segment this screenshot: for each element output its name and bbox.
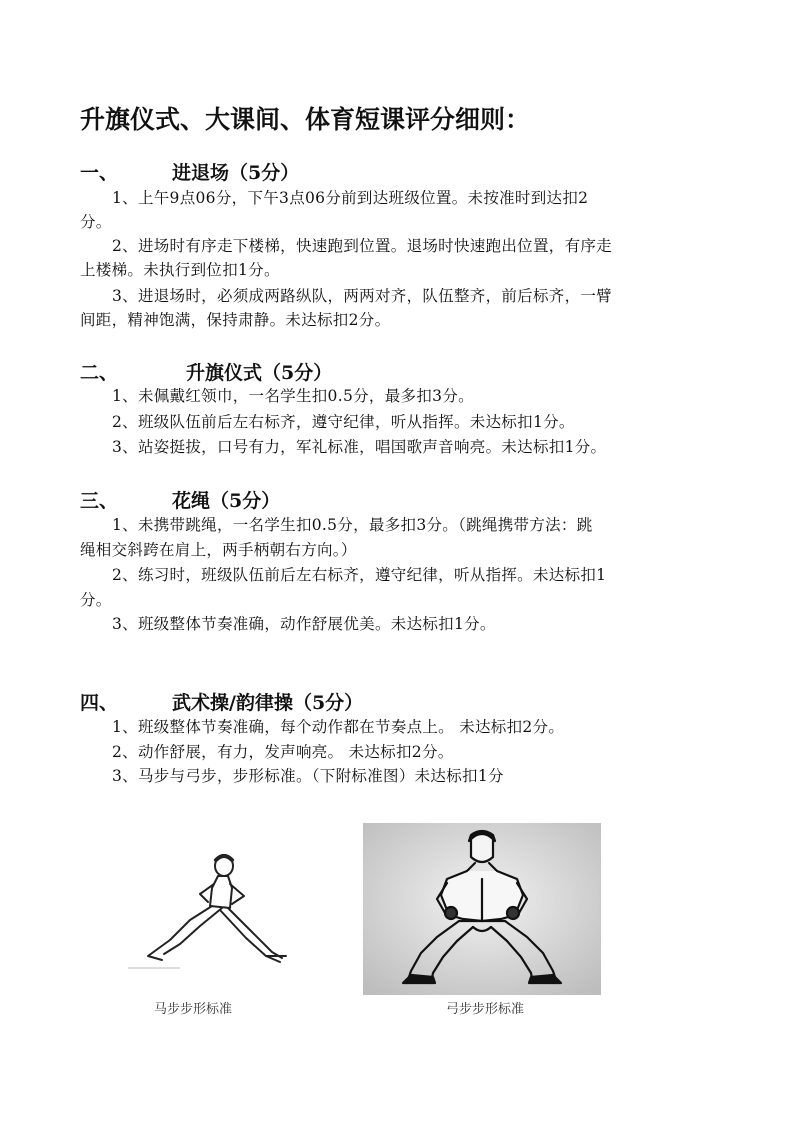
- section-4-heading: [80, 688, 363, 715]
- section-3-heading: [80, 486, 280, 513]
- bow-stance-caption: 马步步形标准: [154, 1002, 233, 1017]
- section-3-line-2: 绳相交斜跨在肩上，两手柄朝右方向。）: [80, 541, 357, 559]
- section-1-title: 进退场（5分）: [172, 162, 300, 184]
- section-3-line-5: 3、班级整体节奏准确，动作舒展优美。未达标扣1分。: [112, 615, 496, 633]
- section-3-number: 三、: [80, 490, 119, 512]
- bow-stance-drawing: [120, 848, 296, 976]
- section-2-line-1: 1、未佩戴红领巾，一名学生扣0.5分，最多扣3分。: [112, 387, 474, 405]
- page-title: 升旗仪式、大课间、体育短课评分细则：: [80, 105, 531, 134]
- horse-stance-photo: [363, 823, 601, 995]
- section-1-line-4: 上楼梯。未执行到位扣1分。: [80, 261, 280, 279]
- section-3-line-1: 1、未携带跳绳，一名学生扣0.5分，最多扣3分。（跳绳携带方法：跳: [112, 516, 593, 534]
- section-3-line-3: 2、练习时，班级队伍前后左右标齐，遵守纪律，听从指挥。未达标扣1: [112, 566, 607, 584]
- section-1-line-2: 分。: [80, 213, 112, 231]
- section-4-title: 武术操/韵律操（5分）: [172, 692, 364, 714]
- section-4-number: 四、: [80, 692, 119, 714]
- section-2-line-3: 3、站姿挺拔，口号有力，军礼标准，唱国歌声音响亮。未达标扣1分。: [112, 438, 607, 456]
- section-1-line-3: 2、进场时有序走下楼梯，快速跑到位置。退场时快速跑出位置，有序走: [112, 237, 612, 255]
- section-1-heading: [80, 158, 299, 185]
- section-2-line-2: 2、班级队伍前后左右标齐，遵守纪律，听从指挥。未达标扣1分。: [112, 413, 575, 431]
- section-1-line-1: 1、上午9点06分，下午3点06分前到达班级位置。未按准时到达扣2: [112, 189, 589, 207]
- section-3-line-4: 分。: [80, 591, 112, 609]
- section-2-title: 升旗仪式（5分）: [186, 362, 333, 384]
- section-3-title: 花绳（5分）: [172, 490, 281, 512]
- section-2-number: 二、: [80, 362, 119, 384]
- section-4-line-1: 1、班级整体节奏准确，每个动作都在节奏点上。 未达标扣2分。: [112, 718, 565, 736]
- section-4-line-2: 2、动作舒展，有力，发声响亮。 未达标扣2分。: [112, 743, 454, 761]
- horse-stance-figure: [363, 823, 601, 995]
- section-2-heading: [80, 358, 332, 385]
- section-1-number: 一、: [80, 162, 119, 184]
- horse-stance-caption: 弓步步形标准: [446, 1002, 525, 1017]
- section-1-line-5: 3、进退场时，必须成两路纵队，两两对齐，队伍整齐，前后标齐，一臂: [112, 287, 612, 305]
- section-1-line-6: 间距，精神饱满，保持肃静。未达标扣2分。: [80, 311, 391, 329]
- section-4-line-3: 3、马步与弓步，步形标准。（下附标准图）未达标扣1分: [112, 767, 504, 785]
